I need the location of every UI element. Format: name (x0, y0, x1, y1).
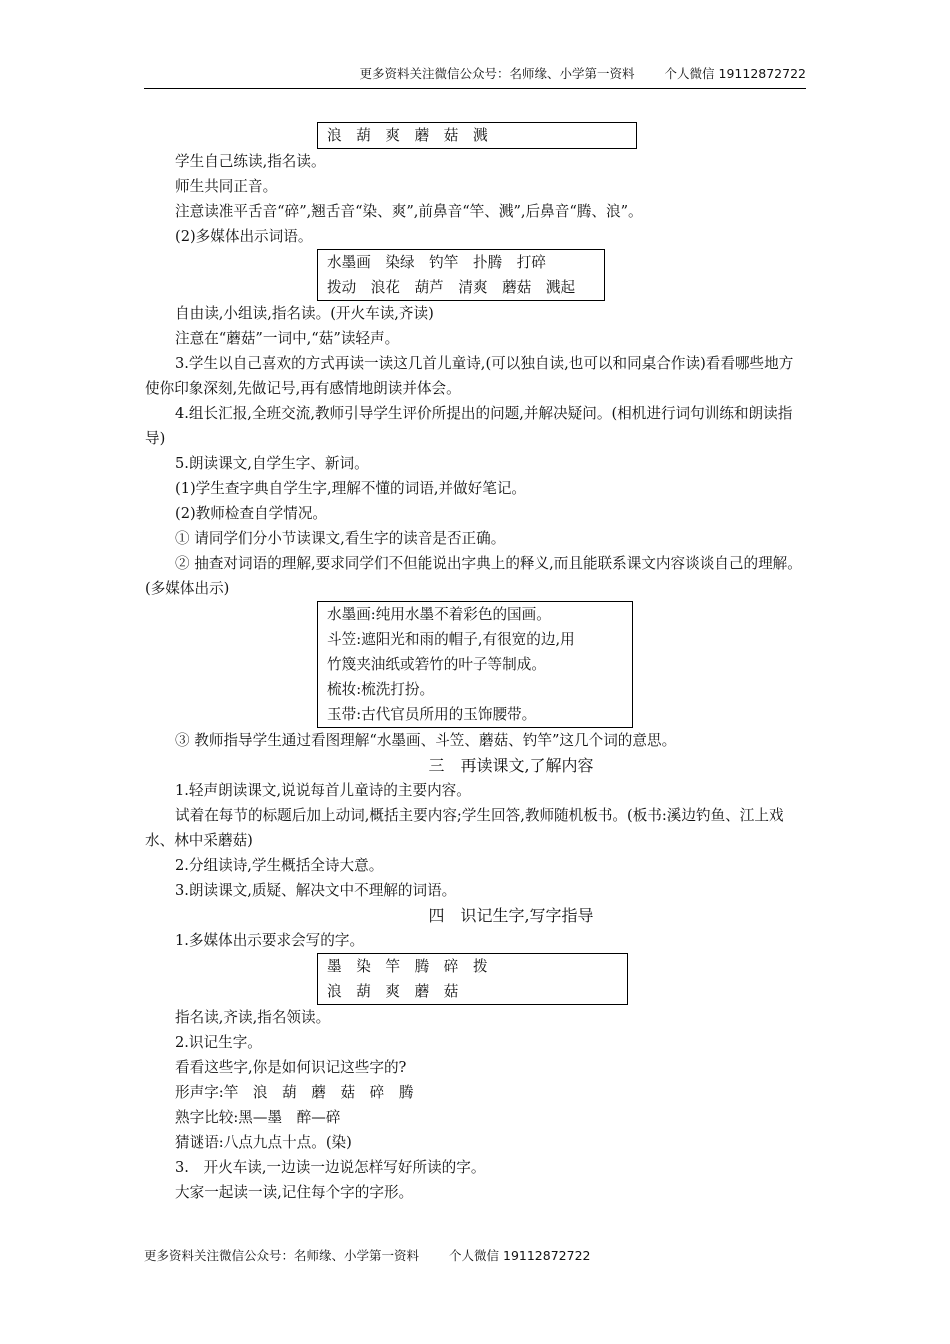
word-box (317, 249, 605, 301)
paragraph: ② 抽查对词语的理解,要求同学们不但能说出字典上的释义,而且能联系课文内容谈谈自己的理解。(多媒体出示) (145, 555, 802, 597)
box-row: 浪 葫 爽 蘑 菇 溅 (327, 127, 488, 144)
paragraph: 自由读,小组读,指名读。(开火车读,齐读) (175, 305, 434, 322)
paragraph: 1.轻声朗读课文,说说每首儿童诗的主要内容。 (175, 782, 471, 799)
paragraph: 5.朗读课文,自学生字、新词。 (175, 455, 369, 472)
paragraph: 师生共同正音。 (175, 178, 278, 195)
paragraph: 指名读,齐读,指名领读。 (175, 1009, 331, 1026)
box-row: 斗笠:遮阳光和雨的帽子,有很宽的边,用 (327, 631, 575, 648)
paragraph: 2.分组读诗,学生概括全诗大意。 (175, 857, 384, 874)
paragraph: 形声字:竿 浪 葫 蘑 菇 碎 腾 (175, 1084, 414, 1101)
header-contact: 个人微信 19112872722 (664, 66, 806, 81)
paragraph: 试着在每节的标题后加上动词,概括主要内容;学生回答,教师随机板书。(板书:溪边钓鱼、江上戏水、林中采蘑菇) (145, 807, 784, 849)
page-footer (144, 1246, 590, 1264)
box-row: 竹篾夹油纸或箬竹的叶子等制成。 (327, 656, 546, 673)
section-heading: 四 识记生字,写字指导 (428, 906, 594, 925)
box-row: 浪 葫 爽 蘑 菇 (327, 983, 459, 1000)
paragraph: 4.组长汇报,全班交流,教师引导学生评价所提出的问题,并解决疑问。(相机进行词句训练和朗读指导) (145, 405, 793, 447)
footer-text: 更多资料关注微信公众号：名师缘、小学第一资料 (144, 1248, 420, 1263)
box-row: 梳妆:梳洗打扮。 (327, 681, 435, 698)
box-row: 水墨画:纯用水墨不着彩色的国画。 (327, 606, 551, 623)
paragraph: 注意在“蘑菇”一词中,“菇”读轻声。 (175, 330, 400, 347)
paragraph: 1.多媒体出示要求会写的字。 (175, 932, 365, 949)
paragraph: 2.识记生字。 (175, 1034, 262, 1051)
section-heading: 三 再读课文,了解内容 (428, 756, 594, 775)
header-text: 更多资料关注微信公众号：名师缘、小学第一资料 (359, 66, 635, 81)
box-row: 玉带:古代官员所用的玉饰腰带。 (327, 706, 537, 723)
paragraph: 大家一起读一读,记住每个字的字形。 (175, 1184, 414, 1201)
paragraph: (2)多媒体出示词语。 (175, 228, 313, 245)
paragraph: 3. 开火车读,一边读一边说怎样写好所读的字。 (175, 1159, 486, 1176)
box-row: 水墨画 染绿 钓竿 扑腾 打碎 (327, 254, 546, 271)
paragraph: 猜谜语:八点九点十点。(染) (175, 1134, 352, 1151)
lesson-content (145, 122, 807, 1205)
box-row: 墨 染 竿 腾 碎 拨 (327, 958, 488, 975)
paragraph: 看看这些字,你是如何识记这些字的? (175, 1059, 407, 1076)
paragraph: ① 请同学们分小节读课文,看生字的读音是否正确。 (175, 530, 506, 547)
footer-contact: 个人微信 19112872722 (449, 1248, 591, 1263)
character-box-2 (317, 953, 628, 1005)
character-box-1 (317, 122, 637, 149)
paragraph: (1)学生查字典自学生字,理解不懂的词语,并做好笔记。 (175, 480, 527, 497)
paragraph: 熟字比较:黑—墨 醉—碎 (175, 1109, 341, 1126)
paragraph: ③ 教师指导学生通过看图理解“水墨画、斗笠、蘑菇、钓竿”这几个词的意思。 (175, 732, 677, 749)
page-header (144, 64, 806, 89)
paragraph: 3.朗读课文,质疑、解决文中不理解的词语。 (175, 882, 457, 899)
paragraph: 学生自己练读,指名读。 (175, 153, 326, 170)
paragraph: 注意读准平舌音“碎”,翘舌音“染、爽”,前鼻音“竿、溅”,后鼻音“腾、浪”。 (175, 203, 643, 220)
paragraph: (2)教师检查自学情况。 (175, 505, 328, 522)
box-row: 拨动 浪花 葫芦 清爽 蘑菇 溅起 (327, 279, 576, 296)
paragraph: 3.学生以自己喜欢的方式再读一读这几首儿童诗,(可以独自读,也可以和同桌合作读)看看哪些地方使你印象深刻,先做记号,再有感情地朗读并体会。 (145, 355, 794, 397)
definition-box (317, 601, 633, 728)
